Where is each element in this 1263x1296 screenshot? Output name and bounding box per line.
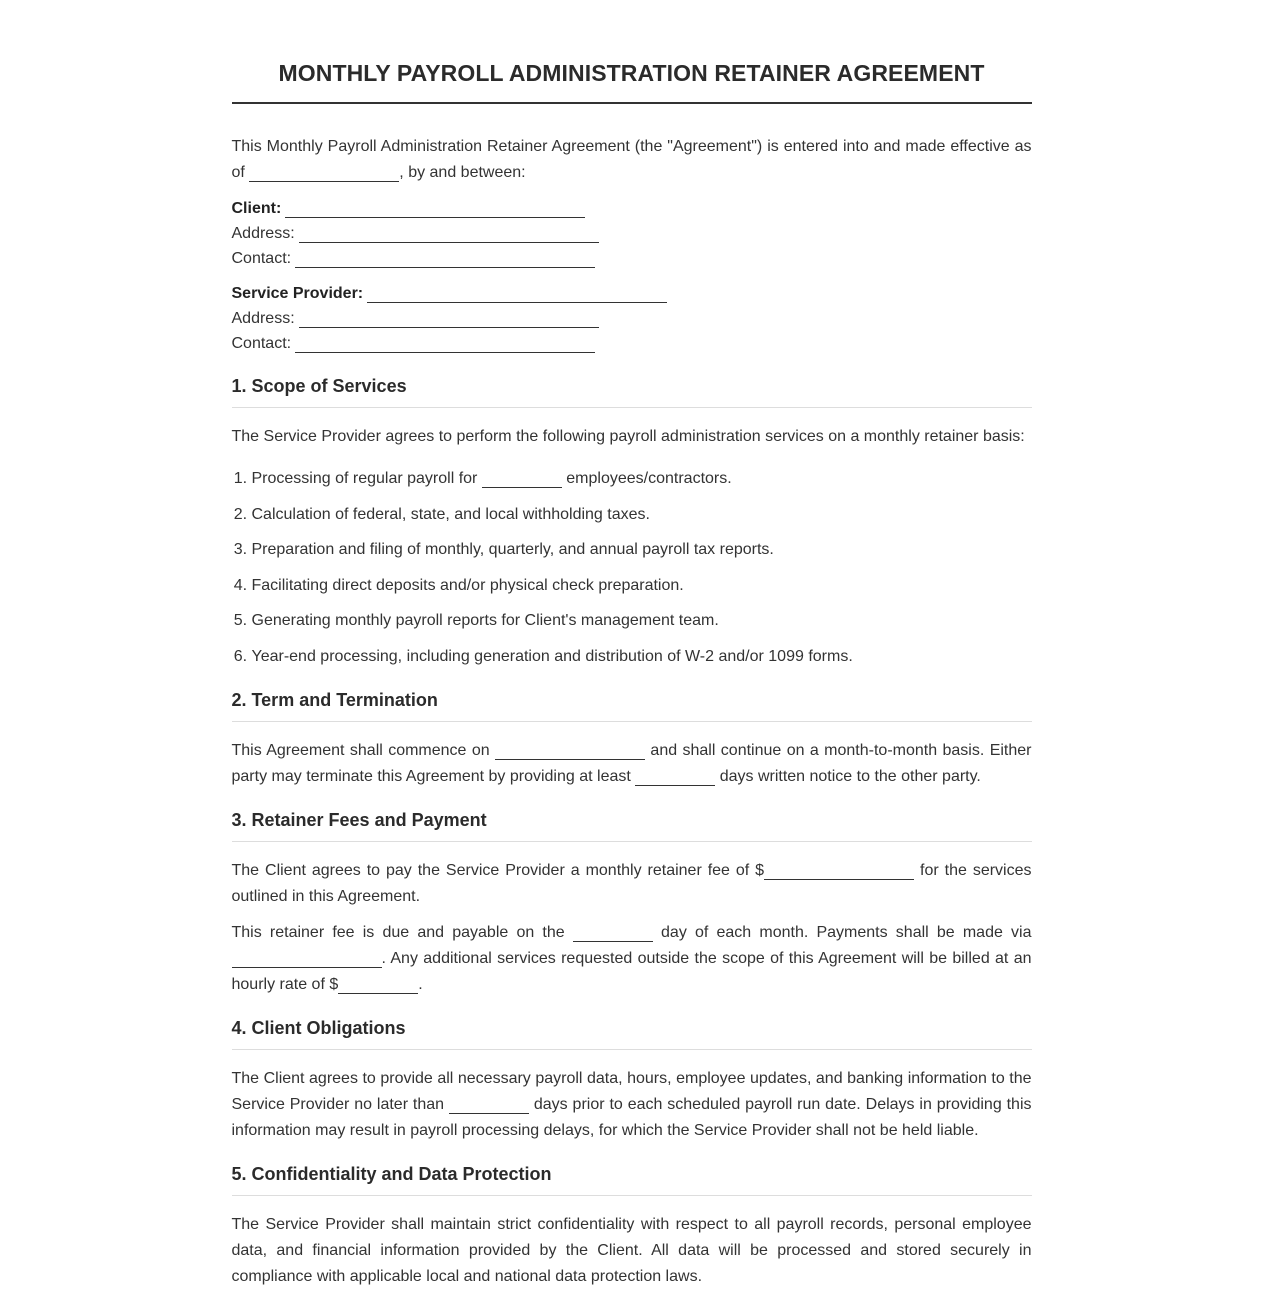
provider-name-row bbox=[232, 281, 1032, 306]
provider-heading: Service Provider: bbox=[231, 285, 364, 302]
obligations-text-2: days prior to each scheduled payroll run date. Delays in providing this information may result in payroll processing delays, for which the Service Provider shall not be held liable. bbox=[231, 1095, 1032, 1139]
list-item: 4. Facilitating direct deposits and/or physical check preparation. bbox=[252, 573, 1032, 599]
client-address-field[interactable] bbox=[299, 225, 599, 243]
payment-text-d: . bbox=[418, 975, 423, 993]
provider-contact-label: Contact: bbox=[231, 335, 292, 352]
payment-text-b: day of each month. Payments shall be made via bbox=[652, 923, 1032, 941]
hourly-rate-field[interactable] bbox=[338, 976, 418, 994]
section-3-heading: 3. Retainer Fees and Payment bbox=[232, 810, 1032, 842]
list-item: 6. Year-end processing, including generation and distribution of W-2 and/or 1099 forms. bbox=[252, 644, 1032, 670]
term-text-2: and shall continue on a month-to-month basis. Either party may terminate this Agreement by providing at least bbox=[231, 741, 1032, 785]
client-contact-field[interactable] bbox=[295, 250, 595, 268]
employee-count-field[interactable] bbox=[482, 470, 562, 488]
provider-address-field[interactable] bbox=[299, 310, 599, 328]
section-3-paragraph-1 bbox=[232, 858, 1032, 910]
due-day-field[interactable] bbox=[573, 924, 653, 942]
section-1-intro: The Service Provider agrees to perform the following payroll administration services on a monthly retainer basis: bbox=[231, 428, 1025, 445]
list-item: 3. Preparation and filing of monthly, quarterly, and annual payroll tax reports. bbox=[252, 537, 1032, 563]
client-address-row bbox=[232, 221, 1032, 246]
payment-method-field[interactable] bbox=[232, 950, 382, 968]
section-5-paragraph: The Service Provider shall maintain strict confidentiality with respect to all payroll records, personal employee data, and financial information provided by the Client. All data will be processed and stored securely in compliance with applicable local and national data protection laws. bbox=[231, 1215, 1032, 1285]
provider-contact-field[interactable] bbox=[295, 335, 595, 353]
monthly-fee-field[interactable] bbox=[764, 862, 914, 880]
services-list bbox=[232, 466, 1032, 670]
client-heading: Client: bbox=[231, 200, 282, 217]
section-2-paragraph bbox=[232, 738, 1032, 790]
intro-text-after: , by and between: bbox=[399, 164, 526, 181]
client-address-label: Address: bbox=[231, 225, 295, 242]
section-5-heading: 5. Confidentiality and Data Protection bbox=[232, 1164, 1032, 1196]
client-contact-row bbox=[232, 246, 1032, 271]
section-2-heading: 2. Term and Termination bbox=[232, 690, 1032, 722]
data-deadline-days-field[interactable] bbox=[449, 1096, 529, 1114]
document-title: MONTHLY PAYROLL ADMINISTRATION RETAINER AGREEMENT bbox=[232, 60, 1032, 104]
provider-block bbox=[232, 281, 1032, 356]
fee-text-after: for the services outlined in this Agreement. bbox=[231, 861, 1032, 905]
effective-date-field[interactable] bbox=[249, 164, 399, 182]
section-3-paragraph-2 bbox=[232, 920, 1032, 998]
provider-name-field[interactable] bbox=[367, 285, 667, 303]
service-1-text-after: employees/contractors. bbox=[561, 470, 732, 487]
section-4-paragraph bbox=[232, 1066, 1032, 1144]
client-contact-label: Contact: bbox=[231, 250, 292, 267]
intro-text-before: This Monthly Payroll Administration Retainer Agreement (the "Agreement") is entered into and made effective as of bbox=[231, 138, 1032, 181]
payment-text-a: This retainer fee is due and payable on the bbox=[231, 923, 573, 941]
payment-text-c: . Any additional services requested outside the scope of this Agreement will be billed at an hourly rate of $ bbox=[231, 949, 1032, 993]
list-item bbox=[252, 466, 1032, 492]
client-name-field[interactable] bbox=[285, 200, 585, 218]
section-4-heading: 4. Client Obligations bbox=[232, 1018, 1032, 1050]
term-text-3: days written notice to the other party. bbox=[715, 767, 981, 785]
list-item: 5. Generating monthly payroll reports for Client's management team. bbox=[252, 608, 1032, 634]
service-1-text-before: Processing of regular payroll for bbox=[251, 470, 482, 487]
provider-contact-row bbox=[232, 331, 1032, 356]
list-item: 2. Calculation of federal, state, and local withholding taxes. bbox=[252, 502, 1032, 528]
section-1-heading: 1. Scope of Services bbox=[232, 376, 1032, 408]
fee-text-before: The Client agrees to pay the Service Provider a monthly retainer fee of $ bbox=[231, 861, 765, 879]
intro-paragraph bbox=[232, 134, 1032, 186]
commencement-date-field[interactable] bbox=[495, 742, 645, 760]
client-block bbox=[232, 196, 1032, 271]
agreement-document bbox=[232, 0, 1032, 1290]
notice-days-field[interactable] bbox=[635, 768, 715, 786]
provider-address-label: Address: bbox=[231, 310, 295, 327]
client-name-row bbox=[232, 196, 1032, 221]
obligations-text-1: The Client agrees to provide all necessary payroll data, hours, employee updates, and banking information to the Service Provider no later than bbox=[231, 1069, 1032, 1113]
provider-address-row bbox=[232, 306, 1032, 331]
term-text-1: This Agreement shall commence on bbox=[231, 741, 496, 759]
